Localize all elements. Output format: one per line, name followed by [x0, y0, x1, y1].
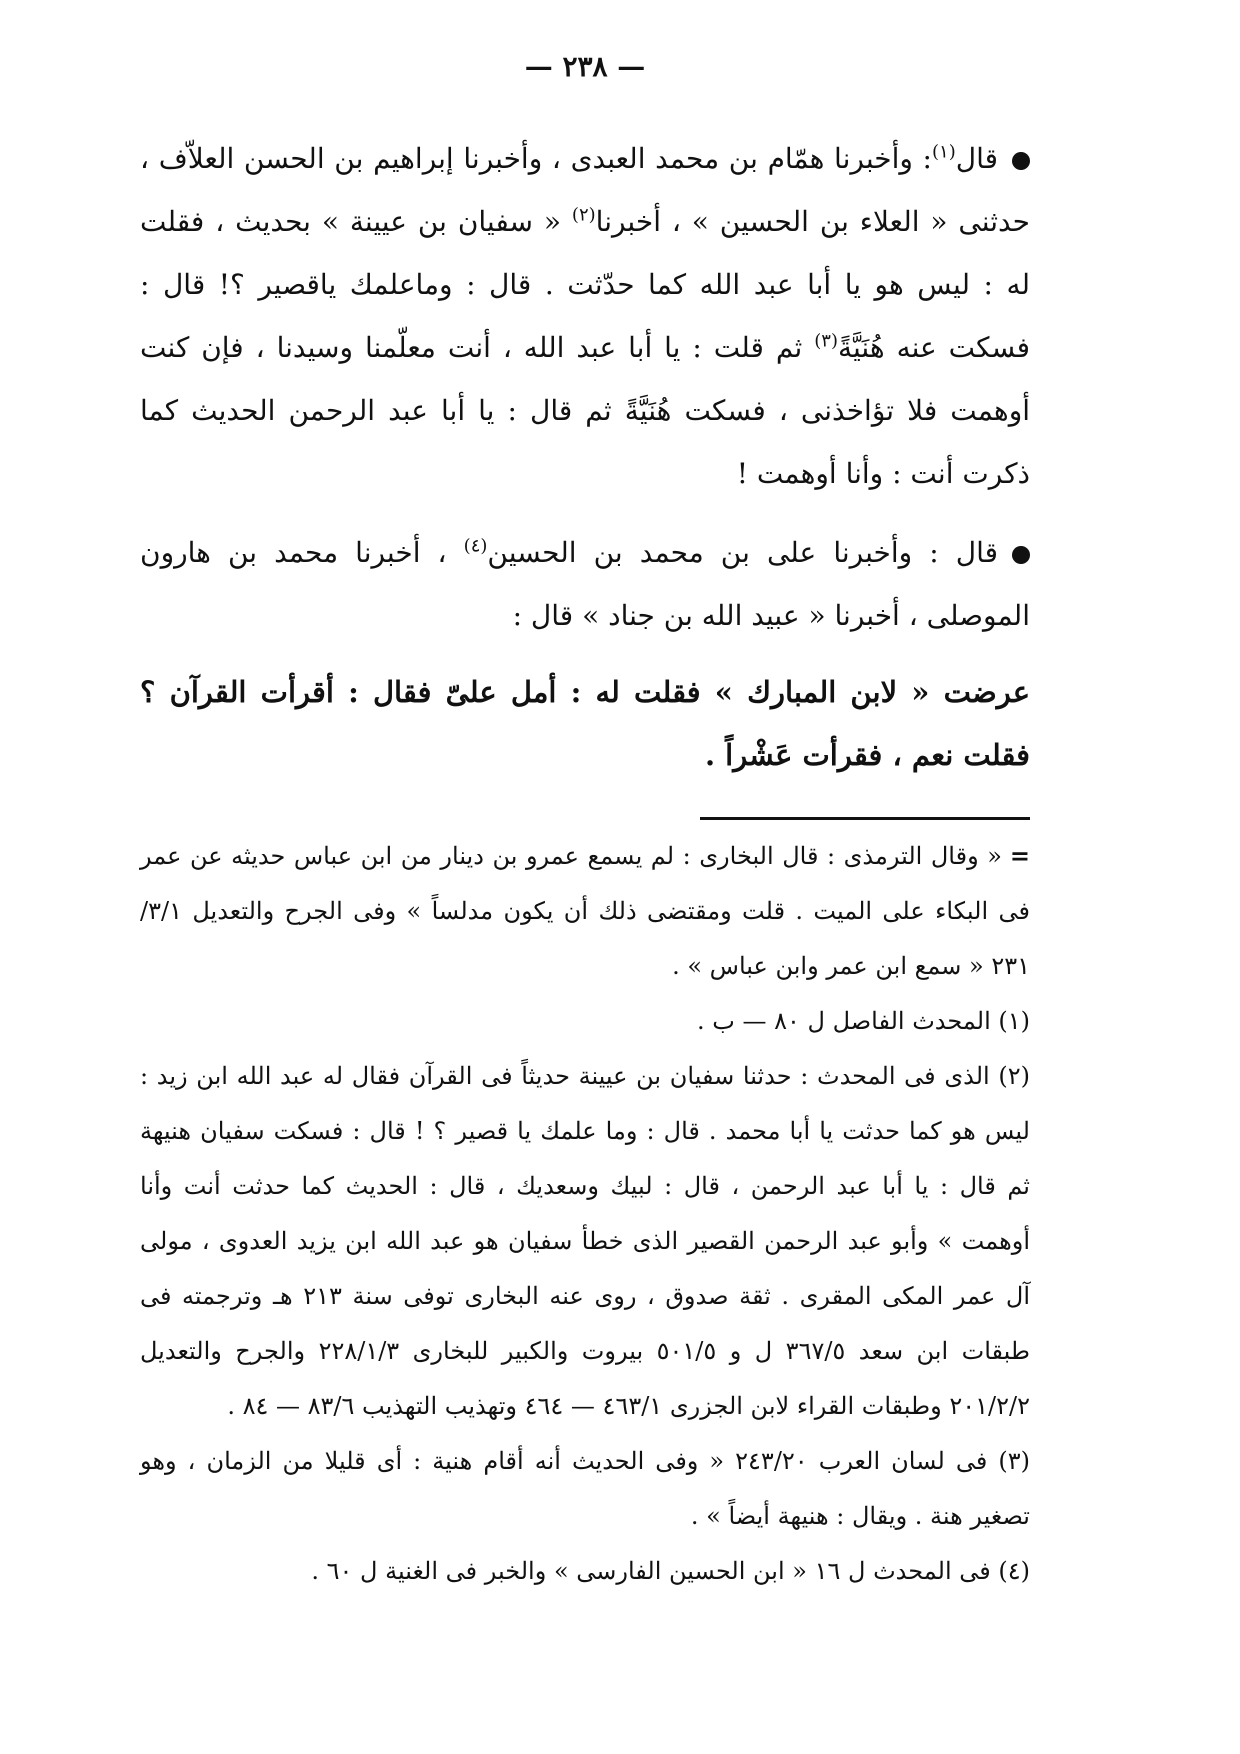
continuation-mark: = — [1009, 841, 1030, 870]
para1-text-2: « سفيان بن عيينة » بحديث ، فقلت له : ليس هو يا أبا عبد الله كما حدّثت . قال : وماعلمك ياقصير ؟! قال : فسكت عنه هُنَيَّةً — [140, 205, 1030, 364]
body-paragraph-1 — [140, 127, 1030, 505]
footnote-4: (٤) فى المحدث ل ١٦ « ابن الحسين الفارسى » والخبر فى الغنية ل ٦٠ . — [311, 1557, 1030, 1585]
footnote-3: (٣) فى لسان العرب ٢٤٣/٢٠ « وفى الحديث أنه أقام هنية : أى قليلا من الزمان ، وهو تصغير هنة . ويقال : هنيهة أيضاً » . — [140, 1447, 1030, 1530]
para1-text-3: ثم قلت : يا أبا عبد الله ، أنت معلّمنا وسيدنا ، فإن كنت أوهمت فلا تؤاخذنى ، فسكت هُنَيَّةً ثم قال : يا أبا عبد الرحمن الحديث كما ذكرت أنت : وأنا أوهمت ! — [140, 331, 1030, 490]
quoted-passage: عرضت « لابن المبارك » فقلت له : أمل علىّ فقال : أقرأت القرآن ؟ فقلت نعم ، فقرأت عَشْراً . — [140, 675, 1030, 772]
bullet-icon — [1012, 152, 1030, 170]
para1-text-1: : وأخبرنا همّام بن محمد العبدى ، وأخبرنا إبراهيم بن الحسن العلاّف ، حدثنى « العلاء بن الحسين » ، أخبرنا — [140, 142, 1030, 238]
footnote-continuation-text: « وقال الترمذى : قال البخارى : لم يسمع عمرو بن دينار من ابن عباس حديثه عن عمر فى البكاء على الميت . قلت ومقتضى ذلك أن يكون مدلساً » وفى الجرح والتعديل ٣/١/ ٢٣١ « سمع ابن عمر وابن عباس » . — [140, 842, 1030, 980]
footnote-1: (١) المحدث الفاصل ل ٨٠ — ب . — [697, 1007, 1030, 1035]
para1-lead: قال — [955, 142, 998, 175]
footnote-separator — [700, 817, 1030, 820]
page-number: — ٢٣٨ — — [524, 50, 646, 83]
footnote-ref-4: (٤) — [463, 535, 488, 557]
body-paragraph-2 — [140, 521, 1030, 647]
para2-text-1: قال : وأخبرنا على بن محمد بن الحسين — [487, 536, 998, 569]
footnote-ref-3: (٣) — [814, 330, 838, 352]
para2-text-2: ، أخبرنا محمد بن هارون الموصلى ، أخبرنا « عبيد الله بن جناد » قال : — [140, 536, 1030, 632]
footnote-2: (٢) الذى فى المحدث : حدثنا سفيان بن عيينة حديثاً فى القرآن فقال له عبد الله ابن زيد : ليس هو كما حدثت يا أبا محمد . قال : وما علمك يا قصير ؟ ! قال : فسكت سفيان هنيهة ثم قال : يا أبا عبد الرحمن ، قال : لبيك وسعديك ، قال : الحديث كما حدثت أنت وأنا أوهمت » وأبو عبد الرحمن القصير الذى خطأ سفيان هو عبد الله ابن يزيد العدوى ، مولى آل عمر المكى المقرى . ثقة صدوق ، روى عنه البخارى توفى سنة ٢١٣ هـ وترجمته فى طبقات ابن سعد ٣٦٧/٥ ل و ٥٠١/٥ بيروت والكبير للبخارى ٢٢٨/١/٣ والجرح والتعديل ٢٠١/٢/٢ وطبقات القراء لابن الجزرى ٤٦٣/١ — ٤٦٤ وتهذيب التهذيب ٨٣/٦ — ٨٤ . — [140, 1062, 1030, 1420]
footnote-ref-2: (٢) — [571, 204, 596, 226]
footnote-ref-1: (١) — [932, 141, 956, 163]
bullet-icon — [1012, 546, 1030, 564]
footnote-continuation — [140, 828, 1030, 994]
